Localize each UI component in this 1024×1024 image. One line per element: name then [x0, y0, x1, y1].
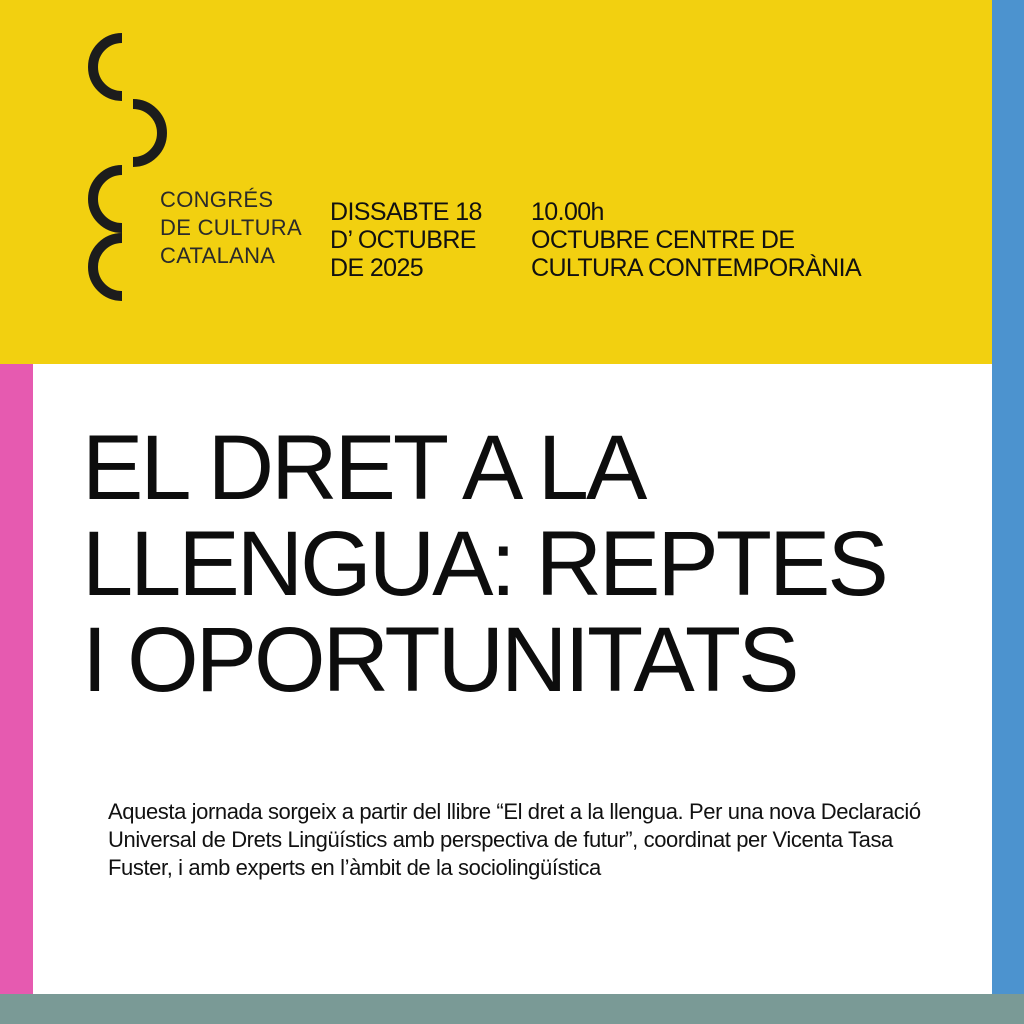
gray-bottom-band: [0, 994, 1024, 1024]
pink-side-band: [0, 364, 33, 994]
organization-name-line: CATALANA: [160, 243, 276, 268]
event-venue-line: CULTURA CONTEMPORÀNIA: [531, 254, 862, 282]
organization-name-line: CONGRÉS: [160, 187, 274, 212]
event-time-venue: [531, 198, 861, 282]
event-date-line: DE 2025: [330, 254, 424, 282]
event-title-line: I OPORTUNITATS: [82, 609, 797, 711]
event-description: Aquesta jornada sorgeix a partir del llibre “El dret a la llengua. Per una nova Declaració Universal de Drets Lingüístics amb perspectiva de futur”, coordinat per Vicenta Tasa Fuster, i amb experts en l’àmbit de la sociolingüística: [108, 799, 921, 880]
event-venue-line: OCTUBRE CENTRE DE: [531, 226, 795, 254]
organization-name-line: DE CULTURA: [160, 215, 302, 240]
blue-side-band: [992, 0, 1024, 994]
event-date-line: D’ OCTUBRE: [330, 226, 476, 254]
event-date-line: DISSABTE 18: [330, 198, 482, 226]
event-title-line: LLENGUA: REPTES: [82, 513, 886, 615]
event-title-line: EL DRET A LA: [82, 417, 645, 519]
event-title: [82, 417, 886, 711]
organization-name: [160, 186, 302, 270]
event-time: 10.00h: [531, 198, 604, 226]
event-date: [330, 198, 482, 282]
